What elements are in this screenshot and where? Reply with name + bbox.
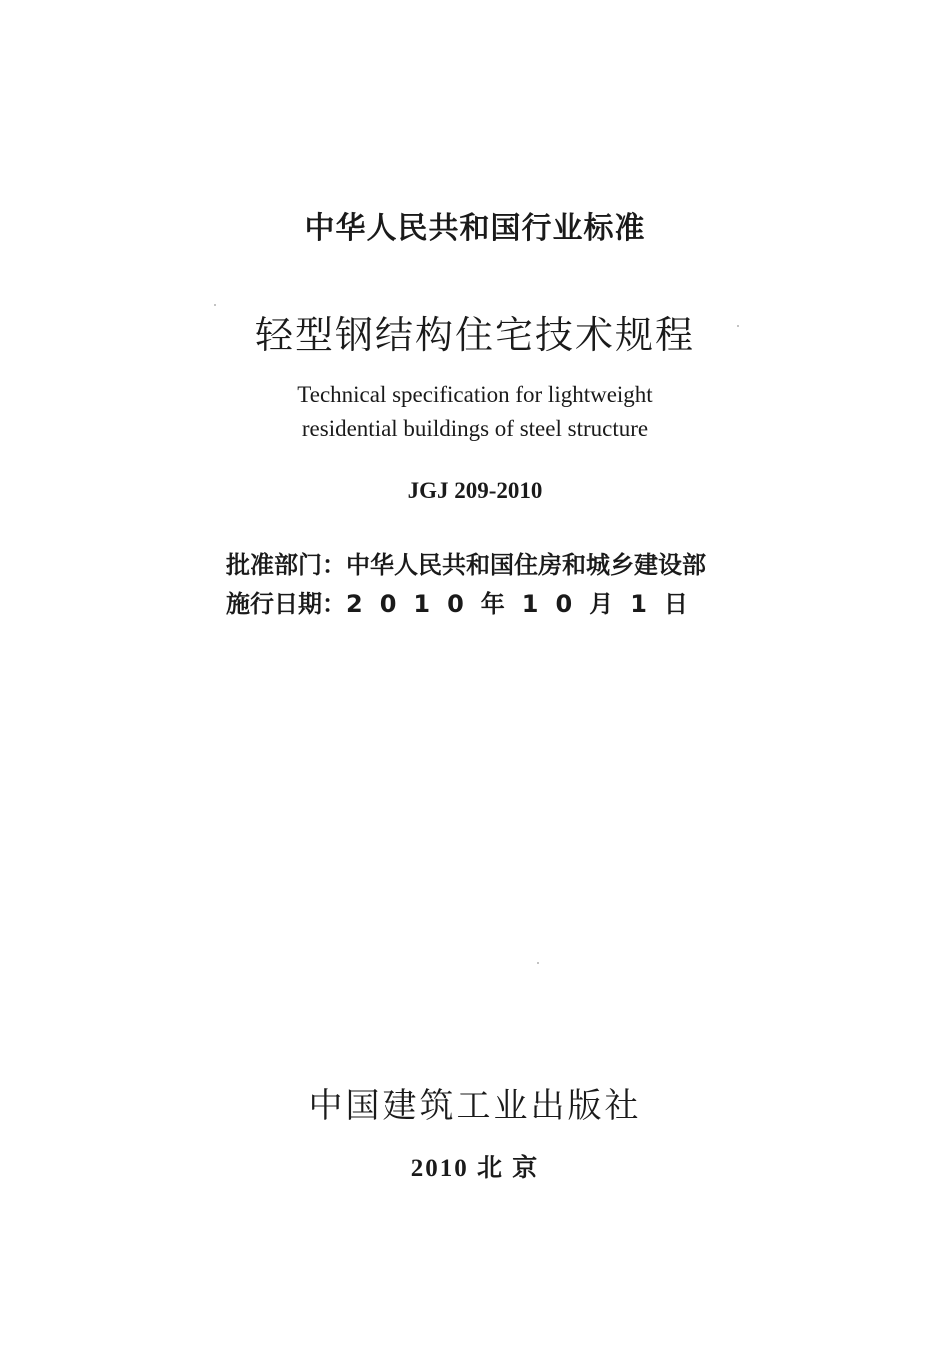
document-title-english-line-2: residential buildings of steel structure [301, 416, 649, 441]
approval-department-row [226, 545, 706, 580]
document-title-chinese: 轻型钢结构住宅技术规程 [254, 313, 695, 357]
document-title-english-line-1: Technical specification for lightweight [297, 382, 653, 407]
publisher-name: 中国建筑工业出版社 [308, 1086, 642, 1126]
publication-place-year: 2010 北 京 [410, 1155, 540, 1182]
approval-department-label: 批准部门： [226, 551, 346, 579]
scan-speck [214, 304, 216, 306]
industry-standard-heading: 中华人民共和国行业标准 [304, 211, 646, 246]
approval-department-value: 中华人民共和国住房和城乡建设部 [346, 551, 706, 579]
document-title-english [0, 378, 950, 446]
scan-speck [537, 962, 539, 964]
standard-code: JGJ 209-2010 [407, 478, 543, 503]
effective-date-label: 施行日期： [226, 590, 346, 618]
effective-date-row [226, 584, 705, 619]
scan-speck [737, 325, 739, 327]
effective-date-value: 2010年10月1日 [346, 590, 705, 618]
